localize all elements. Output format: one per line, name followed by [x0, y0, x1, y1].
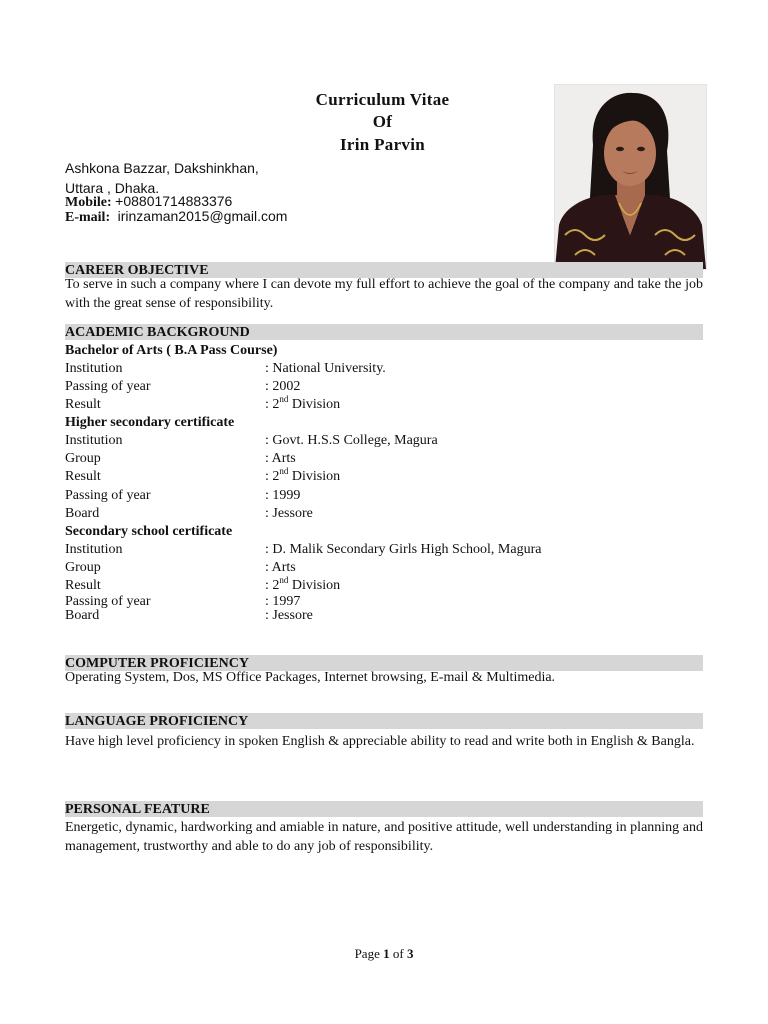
profile-photo: [554, 84, 707, 270]
personal-feature-heading: PERSONAL FEATURE: [65, 801, 703, 817]
hsc-group-label: Group: [65, 451, 101, 466]
career-objective-heading: CAREER OBJECTIVE: [65, 262, 703, 278]
email-line: [65, 208, 287, 226]
ba-result-value: [265, 396, 340, 414]
ssc-result-label: Result: [65, 578, 101, 593]
ba-year-value: : 2002: [265, 379, 301, 394]
address-line-2: Uttara , Dhaka.: [65, 180, 160, 196]
computer-proficiency-text: Operating System, Dos, MS Office Packages, Internet browsing, E-mail & Multimedia.: [65, 670, 556, 685]
hsc-result-prefix: : 2: [265, 469, 280, 484]
title-name: Irin Parvin: [340, 135, 425, 154]
ssc-institution-value: : D. Malik Secondary Girls High School, Magura: [265, 542, 542, 557]
hsc-board-row: [65, 505, 705, 523]
hsc-result-sup: nd: [279, 466, 289, 476]
page-number: 1: [383, 946, 390, 961]
mobile-number: +08801714883376: [115, 193, 233, 209]
hsc-year-value: : 1999: [265, 488, 301, 503]
ssc-result-sup: nd: [279, 575, 289, 585]
hsc-result-suffix: Division: [288, 469, 341, 484]
title-line-1: Curriculum Vitae: [315, 90, 450, 109]
ssc-board-row: [65, 607, 705, 625]
hsc-board-value: : Jessore: [265, 506, 313, 521]
ba-title: Bachelor of Arts ( B.A Pass Course): [65, 343, 278, 358]
hsc-year-label: Passing of year: [65, 488, 151, 503]
academic-background-heading: ACADEMIC BACKGROUND: [65, 324, 703, 340]
ssc-board-value: : Jessore: [265, 608, 313, 623]
career-objective-text: To serve in such a company where I can devote my full effort to achieve the goal of the company and take the job with the great sense of responsibility.: [65, 277, 703, 311]
ssc-group-row: [65, 559, 705, 577]
page-word: Page: [354, 946, 384, 961]
ba-result-sup: nd: [279, 394, 289, 404]
hsc-board-label: Board: [65, 506, 100, 521]
ba-year-row: [65, 378, 705, 396]
ba-result-label: Result: [65, 397, 101, 412]
email-label: E-mail:: [65, 210, 111, 225]
ba-result-row: [65, 396, 705, 414]
ssc-board-label: Board: [65, 608, 100, 623]
of-word: of: [389, 946, 407, 961]
title-line-2: Of: [372, 112, 393, 131]
hsc-title: Higher secondary certificate: [65, 415, 235, 430]
language-proficiency-heading: LANGUAGE PROFICIENCY: [65, 713, 703, 729]
ba-institution-label: Institution: [65, 361, 123, 376]
hsc-institution-label: Institution: [65, 433, 123, 448]
hsc-institution-row: [65, 432, 705, 450]
ba-year-label: Passing of year: [65, 379, 151, 394]
language-proficiency-text: Have high level proficiency in spoken English & appreciable ability to read and write both in English & Bangla.: [65, 734, 695, 749]
ba-institution-row: [65, 360, 705, 378]
ssc-year-label: Passing of year: [65, 594, 151, 609]
hsc-group-value: : Arts: [265, 451, 296, 466]
hsc-institution-value: : Govt. H.S.S College, Magura: [265, 433, 438, 448]
hsc-group-row: [65, 450, 705, 468]
page-total: 3: [406, 946, 414, 961]
ssc-group-value: : Arts: [265, 560, 296, 575]
hsc-result-row: [65, 468, 705, 486]
computer-proficiency-heading: COMPUTER PROFICIENCY: [65, 655, 703, 671]
ssc-group-label: Group: [65, 560, 101, 575]
hsc-result-value: [265, 468, 340, 486]
hsc-result-label: Result: [65, 469, 101, 484]
ssc-year-value: : 1997: [265, 594, 301, 609]
ssc-title: Secondary school certificate: [65, 524, 233, 539]
ssc-institution-row: [65, 541, 705, 559]
email-address: irinzaman2015@gmail.com: [117, 208, 288, 224]
ssc-result-suffix: Division: [288, 578, 341, 593]
ba-result-suffix: Division: [288, 397, 341, 412]
ba-institution-value: : National University.: [265, 361, 386, 376]
ssc-result-prefix: : 2: [265, 578, 280, 593]
page-footer: [0, 946, 768, 962]
hsc-year-row: [65, 487, 705, 505]
address-line-1: Ashkona Bazzar, Dakshinkhan,: [65, 160, 259, 176]
mobile-label: Mobile:: [65, 195, 112, 210]
ssc-institution-label: Institution: [65, 542, 123, 557]
personal-feature-text: Energetic, dynamic, hardworking and amiable in nature, and positive attitude, well understanding in planning and management, trustworthy and able to do any job of responsibility.: [65, 820, 703, 854]
ba-result-prefix: : 2: [265, 397, 280, 412]
